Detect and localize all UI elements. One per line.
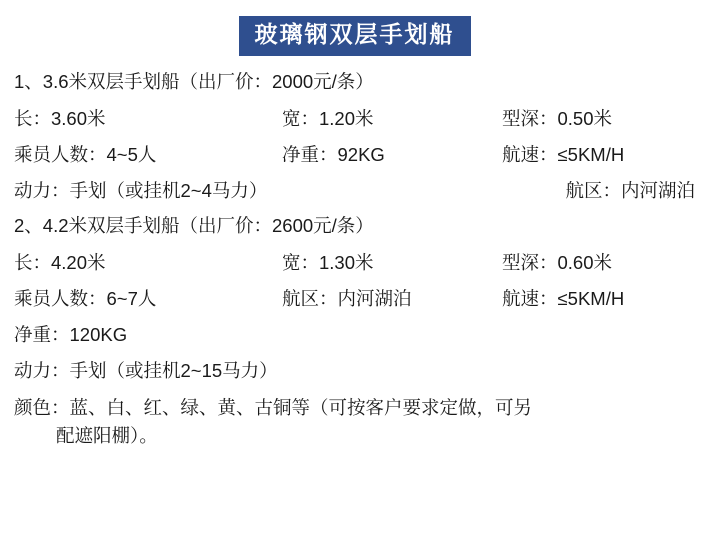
spec-cell-width: 宽：1.30米 [282,252,374,274]
spec-cell-power: 动力：手划（或挂机2~15马力） [14,360,278,382]
spec-cell-depth: 型深：0.60米 [502,252,613,274]
spec-cell-length: 长：4.20米 [14,252,106,274]
spec-cell-area: 航区：内河湖泊 [282,288,412,310]
spec-row [14,107,695,132]
spec-row [14,359,695,384]
spec-row [14,143,695,168]
spec-cell-capacity: 乘员人数：4~5人 [14,143,157,165]
color-value-line2: 配遮阳棚）。 [56,425,158,447]
spec-row [14,323,695,348]
color-note-row [14,395,695,421]
spec-row [14,251,695,276]
section-heading-2 [14,214,695,239]
spec-cell-capacity: 乘员人数：6~7人 [14,288,157,310]
spec-cell-power: 动力：手划（或挂机2~4马力） [14,179,268,201]
spec-content [0,70,709,450]
page-title: 玻璃钢双层手划船 [239,16,471,56]
spec-row [14,287,695,312]
color-label: 颜色： [14,397,70,419]
section-2-title: 2、4.2米双层手划船（出厂价：2600元/条） [14,215,374,237]
title-banner [0,16,709,56]
spec-cell-speed: 航速：≤5KM/H [502,288,625,310]
product-spec-page [0,16,709,533]
spec-cell-depth: 型深：0.50米 [502,107,613,129]
spec-cell-length: 长：3.60米 [14,107,106,129]
spec-cell-area: 航区：内河湖泊 [565,179,695,201]
spec-cell-weight: 净重：120KG [14,324,128,346]
spec-cell-width: 宽：1.20米 [282,107,374,129]
spec-cell-speed: 航速：≤5KM/H [502,143,625,165]
color-value-line1: 蓝、白、红、绿、黄、古铜等（可按客户要求定做，可另 [69,397,533,419]
spec-row [14,179,695,204]
spec-cell-weight: 净重：92KG [282,143,385,165]
section-heading-1 [14,70,695,95]
section-1-title: 1、3.6米双层手划船（出厂价：2000元/条） [14,70,374,92]
